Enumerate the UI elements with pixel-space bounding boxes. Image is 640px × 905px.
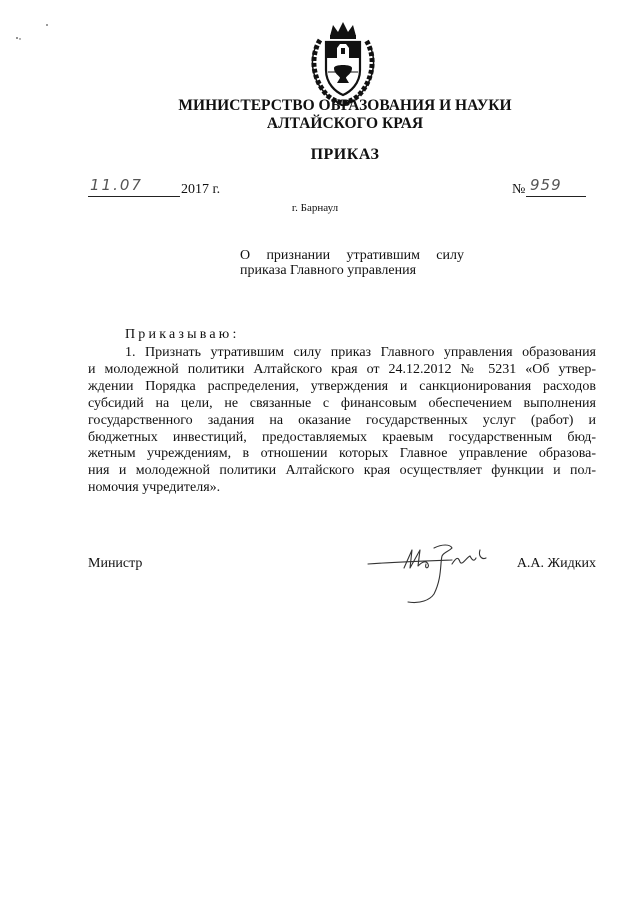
body-line: и молодежной политики Алтайского края от 24.12.2012 № 5231 «Об утвер- [88, 361, 596, 377]
body-line: 1. Признать утратившим силу приказ Главного управления образования [125, 345, 596, 360]
order-number [512, 178, 584, 200]
body-line: бюджетных инвестиций, предоставляемых краевым государственным бюд- [88, 429, 596, 445]
order-word: Приказываю: [125, 327, 240, 342]
body-line: ждении Порядка распределения, утверждения и санкционирования расходов [88, 378, 596, 394]
signer-name: А.А. Жидких [516, 556, 596, 571]
altai-krai-coat-of-arms-icon [306, 20, 380, 106]
body-line: номочия учредителя». [88, 480, 221, 496]
signer-position: Министр [88, 556, 143, 571]
subject-line1: О признании утратившим силу [240, 248, 464, 263]
handwritten-number: 959 [530, 176, 562, 194]
body-line: субсидий на цели, не связанные с финансовым обеспечением выполнения [88, 395, 596, 411]
ministry-name-line2: АЛТАЙСКОГО КРАЯ [266, 115, 424, 132]
number-underline [526, 196, 586, 197]
date-year: 2017 г. [181, 182, 221, 197]
scan-specks [14, 22, 54, 42]
body-line: государственного задания на оказание государственных услуг (работ) и [88, 412, 596, 428]
body-line: ния и молодежной политики Алтайского края осуществляет функции и пол- [88, 463, 596, 479]
order-body [88, 345, 596, 497]
date-underline [88, 196, 180, 197]
handwritten-signature-icon [364, 538, 498, 608]
subject-line2: приказа Главного управления [240, 263, 417, 278]
handwritten-date: 11.07 [90, 176, 143, 194]
ministry-header [120, 97, 570, 133]
number-sign: № [512, 182, 526, 197]
order-subject [240, 248, 464, 278]
city-label: г. Барнаул [291, 202, 339, 214]
document-title: ПРИКАЗ [310, 146, 380, 163]
ministry-name-line1: МИНИСТЕРСТВО ОБРАЗОВАНИЯ И НАУКИ [178, 97, 512, 114]
body-line: жетным учреждениям, в отношении которых Главное управление образова- [88, 446, 596, 462]
